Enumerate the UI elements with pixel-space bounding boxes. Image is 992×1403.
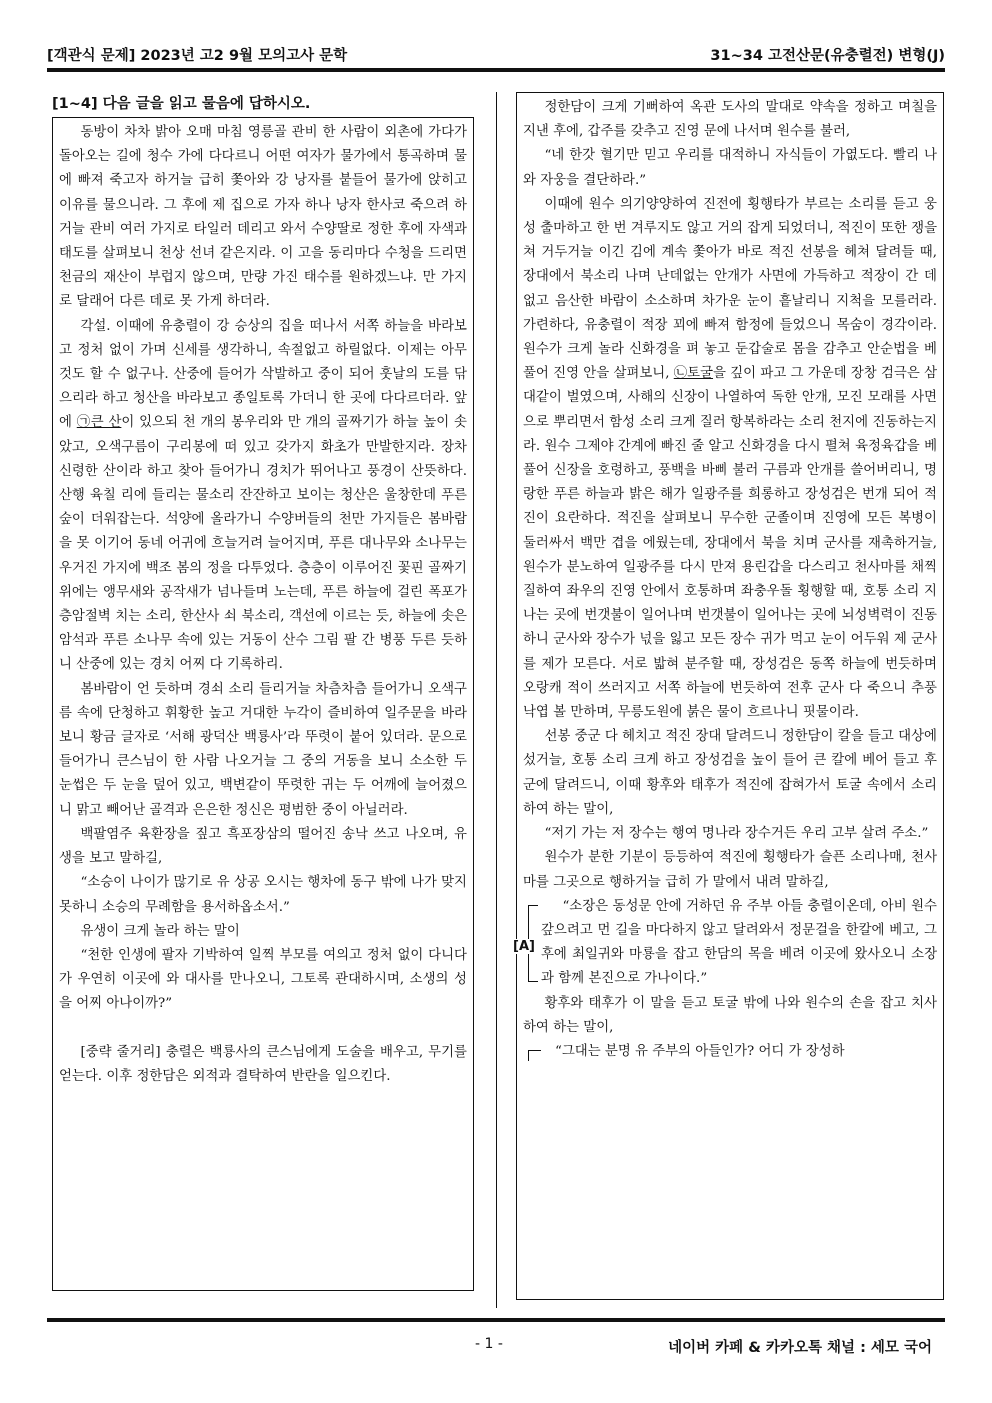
bracket-section-a <box>513 895 937 992</box>
footer-channel: 네이버 카페 & 카카오톡 채널 : 세모 국어 <box>668 1340 932 1356</box>
passage-dialogue: “네 한갓 혈기만 믿고 우리를 대적하니 자식들이 가엾도다. 빨리 나와 자웅을 결단하라.” <box>523 148 937 188</box>
passage-dialogue: “천한 인생에 팔자 기박하여 일찍 부모를 여의고 정처 없이 다니다가 우연히 이곳에 와 대사를 만나오니, 그토록 관대하시며, 소생의 성을 어찌 아나이까?” <box>59 947 467 1012</box>
passage-paragraph: 정한담이 크게 기뻐하여 옥관 도사의 말대로 약속을 정하고 며칠을 지낸 후에, 갑주를 갖추고 진영 문에 나서며 원수를 불러, <box>523 100 937 140</box>
header-right-title: 31~34 고전산문(유충렬전) 변형(J) <box>710 48 945 64</box>
passage-paragraph: 백팔염주 육환장을 짚고 흑포장삼의 떨어진 송낙 쓰고 나오며, 유생을 보고 말하길, <box>59 826 467 867</box>
passage-paragraph: 이때에 원수 의기양양하여 진전에 횡행타가 부르는 소리를 듣고 웅성 출마하고 한 번 겨루지도 않고 거의 잡게 되었더니, 적진이 또한 쟁을 쳐 거두거늘 이긴 김에 계속 쫓아가 바로 적진 선봉을 헤쳐 달려들 때, 장대에서 북소리 나며 난데없는 안개가 사면에 가득하고 적장이 간 데 없고 음산한 바람이 소소하며 차가운 눈이 흩날리니 지척을 모를러라. 가련하다, 유충렬이 적장 꾀에 빠져 함정에 들었으니 목숨이 경각이라. 원수가 크게 놀라 신화경을 펴 놓고 둔갑술로 몸을 감추고 안순법을 베풀어 진영 안을 살펴보니, ㉡토굴을 깊이 파고 그 가운데 장창 검극은 삼대같이 벌였으며, 사해의 신장이 나열하여 독한 안개, 모진 모래를 사면으로 뿌리면서 함성 소리 크게 질러 항복하라는 소리 천지에 진동하는지라. 원수 그제야 간계에 빠진 줄 알고 신화경을 다시 펼쳐 육정육갑을 베풀어 신장을 호령하고, 풍백을 바삐 불러 구름과 안개를 쓸어버리니, 명랑한 푸른 하늘과 밝은 해가 일광주를 희롱하고 장성검은 번개 되어 적진이 요란하다. 적진을 살펴보니 무수한 군졸이며 진영에 모든 복병이 둘러싸서 백만 겹을 에웠는데, 장대에서 북을 치며 군사를 재촉하거늘, 원수가 분노하여 일광주를 다시 만져 용린갑을 다스리고 천사마를 채찍질하여 좌우의 진영 안에서 호통하며 좌충우돌 횡행할 때, 호통 소리 지나는 곳에 번갯불이 일어나며 번갯불이 일어나는 곳에 뇌성벽력이 진동하니 군사와 장수가 넋을 잃고 모든 장수 귀가 먹고 눈이 어두워 제 군사를 제가 모른다. 서로 밟혀 분주할 때, 장성검은 동쪽 하늘에 번듯하며 오랑캐 적이 쓰러지고 서쪽 하늘에 번듯하여 전후 군사 다 죽으니 추풍낙엽 볼 만하며, 무릉도원에 붉은 물이 흐르나니 핏물이라. <box>523 196 938 721</box>
plot-summary: [중략 줄거리] 충렬은 백룡사의 큰스님에게 도술을 배우고, 무기를 얻는다. 이후 정한담은 외적과 결탁하여 반란을 일으킨다. <box>59 1044 467 1084</box>
column-divider <box>496 92 497 1308</box>
bracket-label: [A] <box>513 939 535 955</box>
passage-paragraph: 선봉 중군 다 헤치고 적진 장대 달려드니 정한담이 칼을 들고 대상에 섰거늘, 호통 소리 크게 하고 장성검을 높이 들어 큰 칼에 베어 들고 후군에 달려드니, 이때 황후와 태후가 적진에 잡혀가서 토굴 속에서 소리하여 하는 말이, <box>523 729 937 817</box>
bracket-open-mark <box>528 1050 541 1061</box>
passage-dialogue: “저기 가는 저 장수는 행여 명나라 장수거든 우리 고부 살려 주소.” <box>544 826 929 842</box>
header-left-title: [객관식 문제] 2023년 고2 9월 모의고사 문학 <box>47 48 348 64</box>
passage-box-right <box>513 92 944 1300</box>
header-rule <box>47 68 945 72</box>
bracket-dialogue: “소장은 동성문 안에 거하던 유 주부 아들 충렬이온데, 아비 원수 갚으려고 먼 길을 마다하지 않고 달려와서 정문걸을 한칼에 베고, 그 후에 최일귀와 마룡을 잡고 한담의 목을 베려 이곳에 왔사오니 소장과 함께 본진으로 가나이다.” <box>541 898 937 987</box>
passage-dialogue: “그대는 분명 유 주부의 아들인가? 어디 가 장성하 <box>523 1040 937 1064</box>
passage-dialogue: “소승이 나이가 많기로 유 상공 오시는 행차에 동구 밖에 나가 맞지 못하니 소승의 무례함을 용서하옵소서.” <box>59 875 467 915</box>
passage-paragraph: 유생이 크게 놀라 하는 말이 <box>80 923 240 939</box>
footer-rule <box>47 1318 945 1322</box>
question-instruction: [1~4] 다음 글을 읽고 물음에 답하시오. <box>52 96 311 112</box>
page-number: - 1 - <box>475 1336 503 1352</box>
passage-paragraph: 각설. 이때에 유충렬이 강 승상의 집을 떠나서 서쪽 하늘을 바라보고 정처 없이 가며 신세를 생각하니, 속절없고 하릴없다. 이제는 아무것도 할 수 없구나. 산중에 들어가 삭발하고 중이 되어 훗날의 도를 닦으리라 하고 청산을 바라보고 종일토록 가더니 한 곳에 다다르더라. 앞에 ㉠큰 산이 있으되 천 개의 봉우리와 만 개의 골짜기가 하늘 높이 솟았고, 오색구름이 구리봉에 떠 있고 갖가지 화초가 만발한지라. 장차 신령한 산이라 하고 찾아 들어가니 경치가 뛰어나고 풍경이 산뜻하다. 산행 육칠 리에 들리는 물소리 잔잔하고 보이는 청산은 울창한데 푸른 숲이 더워잡는다. 석양에 올라가니 수양버들의 천만 가지들은 봄바람을 못 이기어 동네 어귀에 흐늘거려 늘어지며, 푸른 대나무와 소나무는 우거진 가지에 백조 봄의 정을 다투었다. 층층이 이루어진 꽃핀 골짜기 위에는 앵무새와 공작새가 넘나들며 노는데, 푸른 하늘에 걸린 폭포가 층암절벽 치는 소리, 한산사 쇠 북소리, 객선에 이르는 듯, 하늘에 솟은 암석과 푸른 소나무 속에 있는 거동이 산수 그림 팔 간 병풍 두른 듯하니 산중에 있는 경치 어찌 다 기록하리. <box>59 318 467 673</box>
passage-box-left <box>52 117 474 1291</box>
passage-paragraph: 원수가 분한 기분이 등등하여 적진에 횡행타가 슬픈 소리나매, 천사마를 그곳으로 행하거늘 급히 가 말에서 내려 말하길, <box>523 850 937 890</box>
marked-term-big-mountain: ㉠큰 산 <box>76 415 122 431</box>
passage-paragraph: 황후와 태후가 이 말을 듣고 토굴 밖에 나와 원수의 손을 잡고 치사하여 하는 말이, <box>523 995 937 1035</box>
passage-paragraph: 봄바람이 언 듯하며 경쇠 소리 들리거늘 차츰차츰 들어가니 오색구름 속에 단청하고 휘황한 높고 거대한 누각이 즐비하여 일주문을 바라보니 황금 글자로 ‘서해 광덕산 백룡사’라 뚜렷이 붙어 있더라. 문으로 들어가니 큰스님이 한 사람 나오거늘 그 중의 거동을 보니 소소한 두 눈썹은 두 눈을 덮어 있고, 백변같이 뚜렷한 귀는 두 어깨에 늘어졌으니 맑고 빼어난 골격과 은은한 정신은 평범한 중이 아닐러라. <box>59 681 467 818</box>
marked-term-cave: ㉡토굴 <box>673 366 714 382</box>
passage-paragraph: 동방이 차차 밝아 오매 마침 영릉골 관비 한 사람이 외촌에 가다가 돌아오는 길에 청수 가에 다다르니 어떤 여자가 물가에서 통곡하며 물에 빠져 죽고자 하거늘 급히 쫓아와 강 낭자를 붙들어 물가에 앉히고 이유를 물으니라. 그 후에 제 집으로 가자 하나 낭자 한사코 죽으려 하거늘 관비 여러 가지로 타일러 데리고 와서 수양딸로 정한 후에 자색과 태도를 살펴보니 천상 선녀 같은지라. 이 고을 동리마다 수청을 드리면 천금의 재산이 부럽지 않으며, 만량 가진 태수를 원하겠느냐. 만 가지로 달래어 다른 데로 못 가게 하더라. <box>59 125 467 310</box>
